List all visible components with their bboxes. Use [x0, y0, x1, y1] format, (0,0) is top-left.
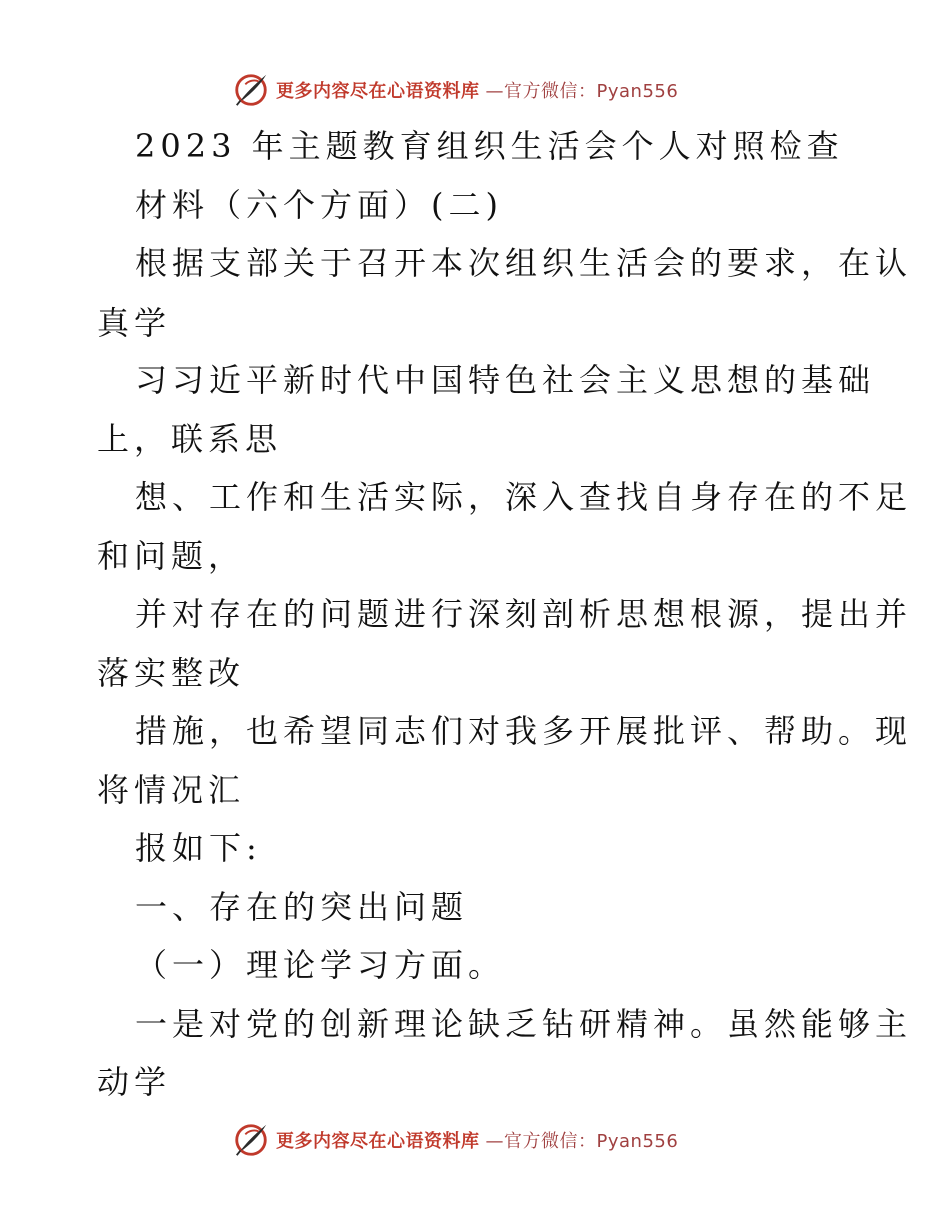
- watermark-main-text: 更多内容尽在心语资料库: [276, 81, 480, 102]
- subsection-heading: （一）理论学习方面。: [135, 946, 506, 984]
- watermark-main-text: 更多内容尽在心语资料库: [276, 1131, 480, 1152]
- doc-text-line: 动学: [97, 1063, 172, 1101]
- doc-text-line: 措施，也希望同志们对我多开展批评、帮助。现: [135, 712, 913, 750]
- doc-text-line: 并对存在的问题进行深刻剖析思想根源，提出并: [135, 595, 913, 633]
- watermark-wechat-text: —官方微信：Pyan556: [485, 81, 679, 102]
- watermark-header: [232, 70, 678, 110]
- doc-text-line: 和问题，: [97, 537, 246, 575]
- section-heading: 一、存在的突出问题: [135, 888, 469, 926]
- doc-text-line: 想、工作和生活实际，深入查找自身存在的不足: [135, 478, 913, 516]
- doc-text-line: 上，联系思: [97, 420, 283, 458]
- doc-text-line: 将情况汇: [97, 771, 246, 809]
- doc-title-line-1: 2023 年主题教育组织生活会个人对照检查: [135, 127, 844, 165]
- doc-text-line: 根据支部关于召开本次组织生活会的要求，在认: [135, 244, 913, 282]
- doc-title-line-2: 材料（六个方面）(二): [135, 186, 503, 224]
- doc-text-line: 落实整改: [97, 654, 246, 692]
- doc-text-line: 真学: [97, 304, 172, 342]
- doc-text-line: 一是对党的创新理论缺乏钻研精神。虽然能够主: [135, 1005, 913, 1043]
- feather-pen-logo-icon: [232, 1121, 270, 1159]
- doc-text-line: 习习近平新时代中国特色社会主义思想的基础: [135, 361, 876, 399]
- watermark-wechat-text: —官方微信：Pyan556: [485, 1131, 679, 1152]
- watermark-footer: [232, 1120, 678, 1160]
- doc-text-line: 报如下:: [135, 829, 262, 867]
- feather-pen-logo-icon: [232, 71, 270, 109]
